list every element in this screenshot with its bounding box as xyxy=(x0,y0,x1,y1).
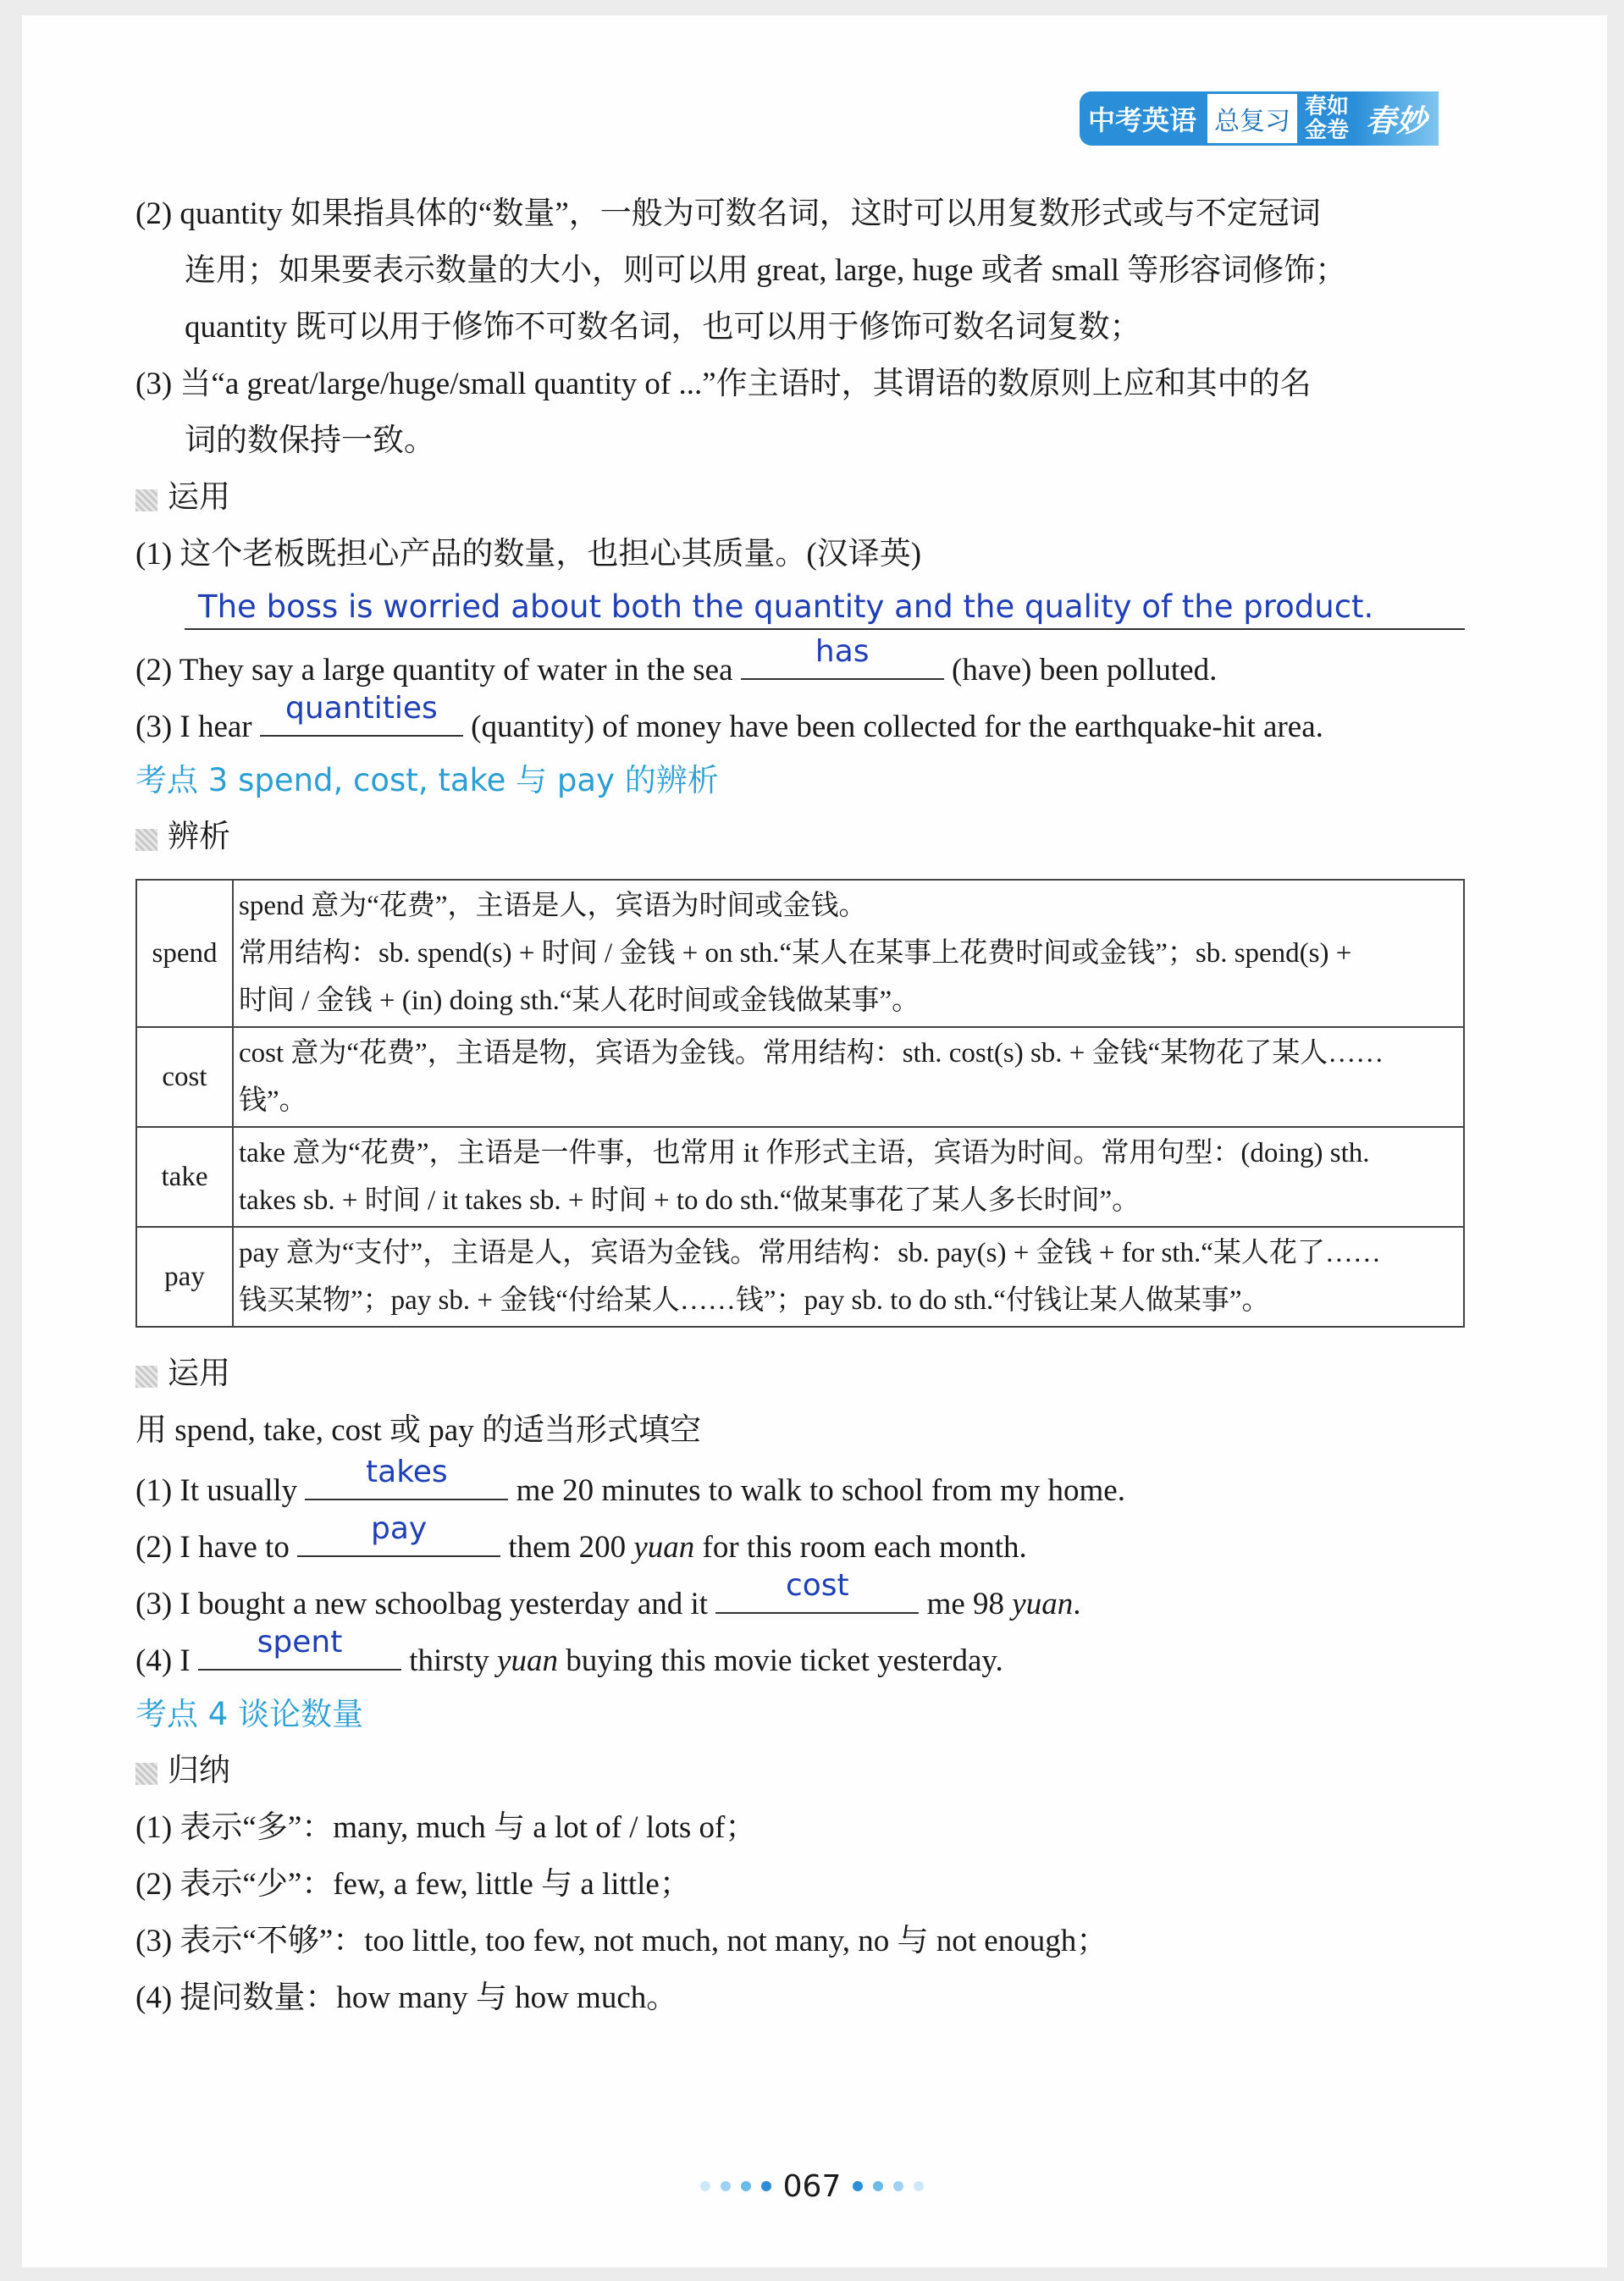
section-4-subheading: 归纳 xyxy=(135,1750,230,1792)
usage1-q2: (2) They say a large quantity of water in the sea has (have) been polluted. xyxy=(135,634,1218,688)
intro-p2-line3: quantity 既可以用于修饰不可数名词，也可以用于修饰可数名词复数； xyxy=(185,310,1141,345)
intro-p2-line1: (2) quantity 如果指具体的“数量”，一般为可数名词，这时可以用复数形式或与不定冠词 xyxy=(135,196,1321,231)
brand-bottom: 金卷 xyxy=(1305,118,1350,143)
intro-p3-line1: (3) 当“a great/large/huge/small quantity of ...”作主语时，其谓语的数原则上应和其中的名 xyxy=(135,367,1312,401)
table-row xyxy=(136,1027,1464,1127)
dot-icon xyxy=(853,2181,863,2191)
usage1-q1: (1) 这个老板既担心产品的数量，也担心其质量。(汉译英) xyxy=(135,537,922,572)
comparison-table xyxy=(135,879,1465,1328)
summary-item: (2) 表示“少”：few, a few, little 与 a little； xyxy=(135,1867,691,1902)
square-marker-icon xyxy=(135,1763,157,1785)
row-key: take xyxy=(136,1127,233,1227)
usage2-q4: (4) I spent thirsty yuan buying this movie ticket yesterday. xyxy=(135,1625,1003,1678)
row-key: spend xyxy=(136,880,233,1027)
answer-text: The boss is worried about both the quantity and the quality of the product. xyxy=(198,588,1374,625)
page-number: 067 xyxy=(782,2168,842,2204)
section-3-title: 考点 3 spend, cost, take 与 pay 的辨析 xyxy=(135,762,719,798)
row-key: cost xyxy=(136,1027,233,1127)
row-value: take 意为“花费”，主语是一件事，也常用 it 作形式主语，宾语为时间。常用句型：(doing) sth. takes sb. + 时间 / it takes sb. + 时间 + to do sth.“做某事花了某人多长时间”。 xyxy=(233,1127,1464,1227)
answer-blank-4[interactable]: takes xyxy=(305,1466,508,1500)
section-3-subheading: 辨析 xyxy=(135,816,230,859)
dot-icon xyxy=(700,2181,710,2191)
summary-item: (3) 表示“不够”：too little, too few, not much, not many, no 与 not enough； xyxy=(135,1924,1108,1958)
row-key: pay xyxy=(136,1227,233,1327)
table-row xyxy=(136,1127,1464,1227)
usage1-q3: (3) I hear quantities (quantity) of money have been collected for the earthquake-hit area. xyxy=(135,691,1323,744)
square-marker-icon xyxy=(135,1366,157,1388)
dot-icon xyxy=(721,2181,731,2191)
usage-heading-1: 运用 xyxy=(135,477,230,519)
section-4-title: 考点 4 谈论数量 xyxy=(135,1696,364,1732)
subject-label: 总复习 xyxy=(1205,91,1300,146)
summary-item: (4) 提问数量：how many 与 how much。 xyxy=(135,1980,678,2015)
answer-blank-2[interactable]: has xyxy=(741,646,944,680)
answer-blank-6[interactable]: cost xyxy=(715,1580,919,1614)
brand-label xyxy=(1300,91,1354,146)
dot-icon xyxy=(873,2181,883,2191)
row-value: pay 意为“支付”，主语是人，宾语为金钱。常用结构：sb. pay(s) + 金钱 + for sth.“某人花了…… 钱买某物”；pay sb. + 金钱“付给某人……钱”；pay sb. to do sth.“付钱让某人做某事”。 xyxy=(233,1227,1464,1327)
usage2-q2: (2) I have to pay them 200 yuan for this room each month. xyxy=(135,1511,1027,1565)
answer-blank-5[interactable]: pay xyxy=(297,1523,500,1557)
intro-p3-line2: 词的数保持一致。 xyxy=(185,423,435,458)
dot-icon xyxy=(914,2181,924,2191)
dot-icon xyxy=(741,2181,751,2191)
dot-icon xyxy=(893,2181,903,2191)
brand-top: 春如 xyxy=(1305,94,1350,119)
usage2-q3: (3) I bought a new schoolbag yesterday and it cost me 98 yuan. xyxy=(135,1568,1081,1621)
square-marker-icon xyxy=(135,489,157,511)
answer-blank-3[interactable]: quantities xyxy=(260,703,463,737)
row-value: cost 意为“花费”，主语是物，宾语为金钱。常用结构：sth. cost(s) sb. + 金钱“某物花了某人…… 钱”。 xyxy=(233,1027,1464,1127)
table-row xyxy=(136,880,1464,1027)
header-badge xyxy=(1080,91,1439,146)
answer-blank-1[interactable] xyxy=(185,583,1465,630)
intro-p2-line2: 连用；如果要表示数量的大小，则可以用 great, large, huge 或者 small 等形容词修饰； xyxy=(185,253,1347,288)
table-row xyxy=(136,1227,1464,1327)
answer-blank-7[interactable]: spent xyxy=(198,1637,401,1671)
usage2-q1: (1) It usually takes me 20 minutes to walk to school from my home. xyxy=(135,1455,1125,1508)
usage-heading-2: 运用 xyxy=(135,1353,230,1395)
brand-logo: 春妙 xyxy=(1354,91,1439,146)
usage2-instruction: 用 spend, take, cost 或 pay 的适当形式填空 xyxy=(135,1413,701,1448)
square-marker-icon xyxy=(135,829,157,851)
row-value: spend 意为“花费”，主语是人，宾语为时间或金钱。 常用结构：sb. spend(s) + 时间 / 金钱 + on sth.“某人在某事上花费时间或金钱”；sb. spend(s) + 时间 / 金钱 + (in) doing sth.“某人花时间或金钱做某事”。 xyxy=(233,880,1464,1027)
dot-icon xyxy=(761,2181,771,2191)
summary-item: (1) 表示“多”：many, much 与 a lot of / lots of； xyxy=(135,1810,757,1845)
page-footer xyxy=(0,2168,1624,2204)
series-label: 中考英语 xyxy=(1080,91,1205,146)
